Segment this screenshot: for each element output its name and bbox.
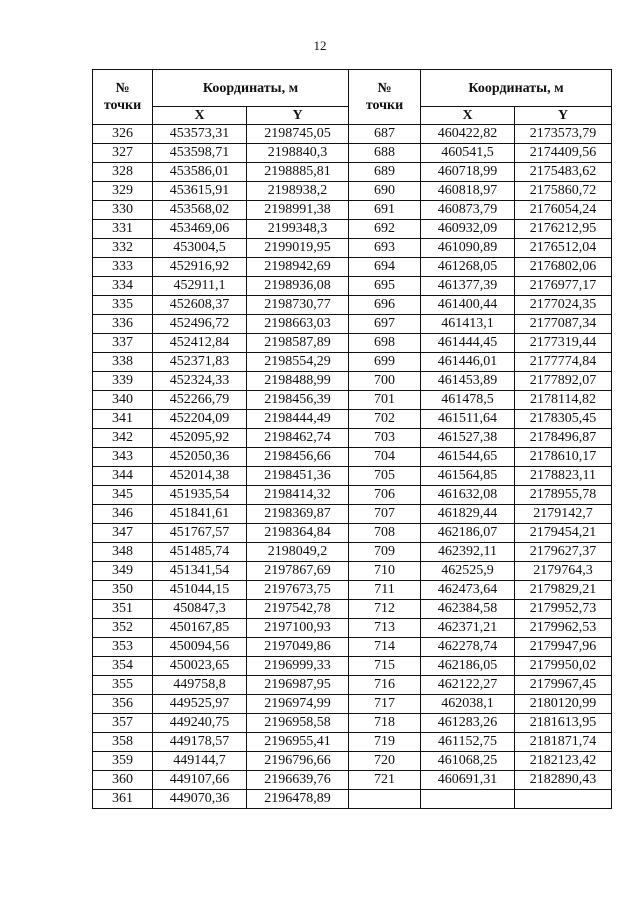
table-row [93, 258, 612, 277]
y-value-cell: 2180120,99 [515, 695, 612, 714]
point-number-cell: 696 [349, 296, 421, 315]
point-number-cell: 339 [93, 372, 153, 391]
y-value-cell: 2178114,82 [515, 391, 612, 410]
y-value-cell: 2198730,77 [247, 296, 349, 315]
point-number-cell: 700 [349, 372, 421, 391]
y-value-cell: 2198414,32 [247, 486, 349, 505]
y-value-cell: 2179967,45 [515, 676, 612, 695]
x-value-cell: 452496,72 [153, 315, 247, 334]
point-number-cell: 692 [349, 220, 421, 239]
point-number-cell: 357 [93, 714, 153, 733]
x-value-cell: 453568,02 [153, 201, 247, 220]
y-value-cell: 2198364,84 [247, 524, 349, 543]
table-row [93, 220, 612, 239]
point-number-cell: 710 [349, 562, 421, 581]
y-value-cell: 2176054,24 [515, 201, 612, 220]
point-number-cell: 358 [93, 733, 153, 752]
y-value-cell: 2178610,17 [515, 448, 612, 467]
x-value-cell: 460818,97 [421, 182, 515, 201]
table-row [93, 467, 612, 486]
x-value-cell: 461478,5 [421, 391, 515, 410]
point-number-cell: 717 [349, 695, 421, 714]
table-body [93, 125, 612, 809]
x-value-cell: 462384,58 [421, 600, 515, 619]
y-value-cell: 2198456,39 [247, 391, 349, 410]
y-value-cell: 2198456,66 [247, 448, 349, 467]
y-value-cell: 2178955,78 [515, 486, 612, 505]
x-value-cell: 462371,21 [421, 619, 515, 638]
table-row [93, 638, 612, 657]
point-number-cell: 353 [93, 638, 153, 657]
x-value-cell: 452371,83 [153, 353, 247, 372]
table-row [93, 315, 612, 334]
x-value-cell: 452324,33 [153, 372, 247, 391]
point-number-cell: 341 [93, 410, 153, 429]
point-number-cell: 326 [93, 125, 153, 144]
table-row [93, 581, 612, 600]
x-value-cell [421, 790, 515, 809]
y-value-cell: 2198745,05 [247, 125, 349, 144]
coordinates-header-2: Координаты, м [421, 70, 612, 107]
x-value-cell: 452095,92 [153, 429, 247, 448]
table-row [93, 714, 612, 733]
x-value-cell: 461377,39 [421, 277, 515, 296]
y-value-cell: 2179142,7 [515, 505, 612, 524]
point-number-cell: 713 [349, 619, 421, 638]
point-number-cell: 345 [93, 486, 153, 505]
y-value-cell: 2176977,17 [515, 277, 612, 296]
x-value-cell: 453598,71 [153, 144, 247, 163]
y-value-cell: 2198444,49 [247, 410, 349, 429]
y-value-cell: 2196955,41 [247, 733, 349, 752]
x-value-cell: 462038,1 [421, 695, 515, 714]
x-value-cell: 452608,37 [153, 296, 247, 315]
y-header-2: Y [515, 107, 612, 125]
point-number-cell: 347 [93, 524, 153, 543]
point-number-cell: 340 [93, 391, 153, 410]
x-value-cell: 461527,38 [421, 429, 515, 448]
y-value-cell: 2196974,99 [247, 695, 349, 714]
x-value-cell: 453586,01 [153, 163, 247, 182]
point-number-cell: 359 [93, 752, 153, 771]
x-value-cell: 461453,89 [421, 372, 515, 391]
point-number-cell: 708 [349, 524, 421, 543]
x-value-cell: 461400,44 [421, 296, 515, 315]
point-number-cell: 337 [93, 334, 153, 353]
x-value-cell: 461632,08 [421, 486, 515, 505]
point-number-cell: 356 [93, 695, 153, 714]
table-row [93, 201, 612, 220]
point-number-cell: 354 [93, 657, 153, 676]
x-value-cell: 461090,89 [421, 239, 515, 258]
point-number-cell: 355 [93, 676, 153, 695]
y-value-cell: 2198936,08 [247, 277, 349, 296]
table-row [93, 144, 612, 163]
table-row [93, 239, 612, 258]
point-number-cell: 707 [349, 505, 421, 524]
y-header: Y [247, 107, 349, 125]
y-value-cell: 2196987,95 [247, 676, 349, 695]
point-number-cell: 704 [349, 448, 421, 467]
x-value-cell: 452050,36 [153, 448, 247, 467]
y-value-cell: 2198663,03 [247, 315, 349, 334]
x-value-cell: 449758,8 [153, 676, 247, 695]
x-value-cell: 452911,1 [153, 277, 247, 296]
point-number-cell: 716 [349, 676, 421, 695]
y-value-cell: 2181871,74 [515, 733, 612, 752]
table-row [93, 733, 612, 752]
table-row [93, 277, 612, 296]
point-number-cell: 327 [93, 144, 153, 163]
table-row [93, 486, 612, 505]
y-value-cell: 2174409,56 [515, 144, 612, 163]
y-value-cell: 2176802,06 [515, 258, 612, 277]
point-number-cell [349, 790, 421, 809]
table-row [93, 619, 612, 638]
x-value-cell: 461068,25 [421, 752, 515, 771]
point-number-cell: 349 [93, 562, 153, 581]
point-number-cell: 701 [349, 391, 421, 410]
x-value-cell: 461444,45 [421, 334, 515, 353]
point-number-cell: 709 [349, 543, 421, 562]
y-value-cell: 2196478,89 [247, 790, 349, 809]
y-value-cell: 2196999,33 [247, 657, 349, 676]
x-value-cell: 462186,05 [421, 657, 515, 676]
y-value-cell: 2175483,62 [515, 163, 612, 182]
y-value-cell: 2179627,37 [515, 543, 612, 562]
x-value-cell: 452204,09 [153, 410, 247, 429]
x-value-cell: 451341,54 [153, 562, 247, 581]
x-value-cell: 453573,31 [153, 125, 247, 144]
y-value-cell: 2175860,72 [515, 182, 612, 201]
x-value-cell: 450847,3 [153, 600, 247, 619]
y-value-cell: 2178496,87 [515, 429, 612, 448]
point-number-cell: 342 [93, 429, 153, 448]
table-row [93, 182, 612, 201]
x-value-cell: 451485,74 [153, 543, 247, 562]
y-value-cell: 2198587,89 [247, 334, 349, 353]
x-value-cell: 460873,79 [421, 201, 515, 220]
x-value-cell: 450094,56 [153, 638, 247, 657]
x-value-cell: 460422,82 [421, 125, 515, 144]
x-value-cell: 451767,57 [153, 524, 247, 543]
y-value-cell: 2198369,87 [247, 505, 349, 524]
x-value-cell: 449240,75 [153, 714, 247, 733]
x-value-cell: 452266,79 [153, 391, 247, 410]
x-value-cell: 462392,11 [421, 543, 515, 562]
point-number-cell: 711 [349, 581, 421, 600]
y-value-cell: 2198451,36 [247, 467, 349, 486]
x-value-cell: 461152,75 [421, 733, 515, 752]
x-value-cell: 461829,44 [421, 505, 515, 524]
table-row [93, 676, 612, 695]
x-value-cell: 461446,01 [421, 353, 515, 372]
point-number-cell: 697 [349, 315, 421, 334]
x-value-cell: 450167,85 [153, 619, 247, 638]
point-number-cell: 352 [93, 619, 153, 638]
table-row [93, 562, 612, 581]
point-number-cell: 718 [349, 714, 421, 733]
x-value-cell: 452916,92 [153, 258, 247, 277]
x-value-cell: 461511,64 [421, 410, 515, 429]
y-value-cell: 2179952,73 [515, 600, 612, 619]
x-value-cell: 462186,07 [421, 524, 515, 543]
point-number-cell: 714 [349, 638, 421, 657]
coordinates-table [92, 69, 612, 809]
x-value-cell: 451935,54 [153, 486, 247, 505]
point-number-cell: 705 [349, 467, 421, 486]
x-value-cell: 450023,65 [153, 657, 247, 676]
y-value-cell: 2198488,99 [247, 372, 349, 391]
point-number-cell: 328 [93, 163, 153, 182]
x-value-cell: 460541,5 [421, 144, 515, 163]
table-row [93, 125, 612, 144]
x-value-cell: 452014,38 [153, 467, 247, 486]
coordinates-header: Координаты, м [153, 70, 349, 107]
x-value-cell: 460932,09 [421, 220, 515, 239]
table-row [93, 543, 612, 562]
point-number-cell: 719 [349, 733, 421, 752]
y-value-cell: 2197049,86 [247, 638, 349, 657]
point-number-cell: 335 [93, 296, 153, 315]
x-value-cell: 451044,15 [153, 581, 247, 600]
y-value-cell: 2178305,45 [515, 410, 612, 429]
point-number-cell: 695 [349, 277, 421, 296]
y-value-cell: 2178823,11 [515, 467, 612, 486]
y-value-cell: 2177774,84 [515, 353, 612, 372]
point-number-cell: 699 [349, 353, 421, 372]
y-value-cell: 2179962,53 [515, 619, 612, 638]
x-value-cell: 461268,05 [421, 258, 515, 277]
table-row [93, 410, 612, 429]
y-value-cell: 2182890,43 [515, 771, 612, 790]
y-value-cell: 2176212,95 [515, 220, 612, 239]
table-row [93, 771, 612, 790]
y-value-cell [515, 790, 612, 809]
y-value-cell: 2177892,07 [515, 372, 612, 391]
x-value-cell: 452412,84 [153, 334, 247, 353]
point-number-cell: 329 [93, 182, 153, 201]
table-row [93, 429, 612, 448]
point-number-cell: 691 [349, 201, 421, 220]
y-value-cell: 2196639,76 [247, 771, 349, 790]
y-value-cell: 2177087,34 [515, 315, 612, 334]
x-value-cell: 461283,26 [421, 714, 515, 733]
y-value-cell: 2197673,75 [247, 581, 349, 600]
table-row [93, 163, 612, 182]
x-value-cell: 461544,65 [421, 448, 515, 467]
x-value-cell: 462473,64 [421, 581, 515, 600]
y-value-cell: 2177024,35 [515, 296, 612, 315]
point-number-cell: 712 [349, 600, 421, 619]
y-value-cell: 2198991,38 [247, 201, 349, 220]
point-number-cell: 687 [349, 125, 421, 144]
point-number-cell: 694 [349, 258, 421, 277]
table-row [93, 296, 612, 315]
x-value-cell: 462122,27 [421, 676, 515, 695]
y-value-cell: 2176512,04 [515, 239, 612, 258]
y-value-cell: 2181613,95 [515, 714, 612, 733]
point-number-cell: 338 [93, 353, 153, 372]
point-number-cell: 336 [93, 315, 153, 334]
y-value-cell: 2198942,69 [247, 258, 349, 277]
point-number-header-2: № точки [349, 70, 421, 125]
y-value-cell: 2197542,78 [247, 600, 349, 619]
x-value-cell: 449070,36 [153, 790, 247, 809]
point-number-cell: 689 [349, 163, 421, 182]
y-value-cell: 2179764,3 [515, 562, 612, 581]
table-row [93, 600, 612, 619]
x-value-cell: 451841,61 [153, 505, 247, 524]
y-value-cell: 2197867,69 [247, 562, 349, 581]
point-number-cell: 703 [349, 429, 421, 448]
point-number-cell: 706 [349, 486, 421, 505]
point-number-cell: 720 [349, 752, 421, 771]
y-value-cell: 2177319,44 [515, 334, 612, 353]
point-number-cell: 688 [349, 144, 421, 163]
x-header-2: X [421, 107, 515, 125]
x-value-cell: 460718,99 [421, 163, 515, 182]
x-value-cell: 453615,91 [153, 182, 247, 201]
table-row [93, 505, 612, 524]
point-number-cell: 715 [349, 657, 421, 676]
y-value-cell: 2199348,3 [247, 220, 349, 239]
x-value-cell: 461564,85 [421, 467, 515, 486]
x-value-cell: 453469,06 [153, 220, 247, 239]
y-value-cell: 2179947,96 [515, 638, 612, 657]
y-value-cell: 2196958,58 [247, 714, 349, 733]
y-value-cell: 2198554,29 [247, 353, 349, 372]
table-row [93, 695, 612, 714]
x-value-cell: 449525,97 [153, 695, 247, 714]
x-header: X [153, 107, 247, 125]
table-row [93, 524, 612, 543]
point-number-cell: 334 [93, 277, 153, 296]
table-row [93, 391, 612, 410]
y-value-cell: 2198049,2 [247, 543, 349, 562]
point-number-cell: 330 [93, 201, 153, 220]
y-value-cell: 2198840,3 [247, 144, 349, 163]
table-row [93, 334, 612, 353]
x-value-cell: 461413,1 [421, 315, 515, 334]
table-row [93, 657, 612, 676]
table-row [93, 372, 612, 391]
point-number-cell: 331 [93, 220, 153, 239]
table-row [93, 790, 612, 809]
point-number-header: № точки [93, 70, 153, 125]
point-number-cell: 693 [349, 239, 421, 258]
table-header [93, 70, 612, 125]
point-number-cell: 344 [93, 467, 153, 486]
y-value-cell: 2196796,66 [247, 752, 349, 771]
point-number-cell: 690 [349, 182, 421, 201]
x-value-cell: 449178,57 [153, 733, 247, 752]
y-value-cell: 2198885,81 [247, 163, 349, 182]
point-number-cell: 332 [93, 239, 153, 258]
x-value-cell: 449107,66 [153, 771, 247, 790]
point-number-cell: 348 [93, 543, 153, 562]
page-number: 12 [313, 38, 327, 53]
point-number-cell: 721 [349, 771, 421, 790]
point-number-cell: 360 [93, 771, 153, 790]
table-row [93, 448, 612, 467]
y-value-cell: 2179829,21 [515, 581, 612, 600]
point-number-cell: 333 [93, 258, 153, 277]
y-value-cell: 2179454,21 [515, 524, 612, 543]
table-row [93, 353, 612, 372]
y-value-cell: 2173573,79 [515, 125, 612, 144]
point-number-cell: 350 [93, 581, 153, 600]
x-value-cell: 453004,5 [153, 239, 247, 258]
y-value-cell: 2179950,02 [515, 657, 612, 676]
point-number-cell: 702 [349, 410, 421, 429]
point-number-cell: 361 [93, 790, 153, 809]
x-value-cell: 462278,74 [421, 638, 515, 657]
point-number-cell: 351 [93, 600, 153, 619]
x-value-cell: 449144,7 [153, 752, 247, 771]
y-value-cell: 2182123,42 [515, 752, 612, 771]
x-value-cell: 460691,31 [421, 771, 515, 790]
y-value-cell: 2198462,74 [247, 429, 349, 448]
table-row [93, 752, 612, 771]
y-value-cell: 2197100,93 [247, 619, 349, 638]
y-value-cell: 2199019,95 [247, 239, 349, 258]
y-value-cell: 2198938,2 [247, 182, 349, 201]
point-number-cell: 343 [93, 448, 153, 467]
point-number-cell: 346 [93, 505, 153, 524]
x-value-cell: 462525,9 [421, 562, 515, 581]
point-number-cell: 698 [349, 334, 421, 353]
